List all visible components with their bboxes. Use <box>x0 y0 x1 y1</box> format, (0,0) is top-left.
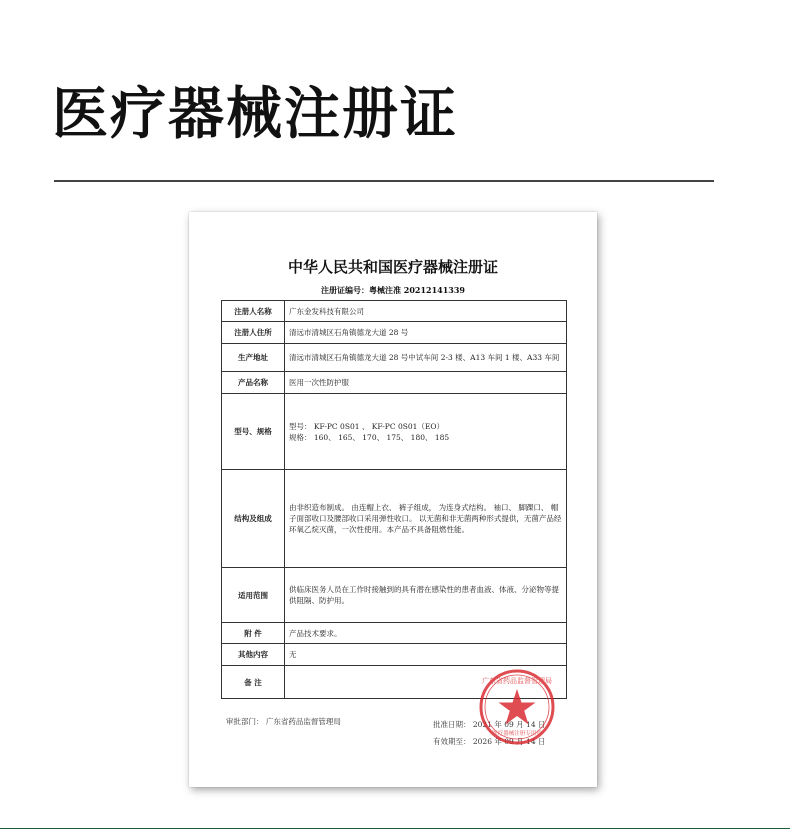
certificate-number-value: 粤械注准 20212141339 <box>368 285 465 295</box>
table-row <box>222 301 567 322</box>
table-row <box>222 394 567 470</box>
page-title: 医疗器械注册证 <box>52 82 458 147</box>
row-label: 适用范围 <box>222 568 285 623</box>
row-label: 备 注 <box>222 666 285 699</box>
table-row <box>222 568 567 623</box>
row-label: 注册人名称 <box>222 301 285 322</box>
table-row <box>222 322 567 344</box>
row-label: 其他内容 <box>222 644 285 666</box>
table-row <box>222 644 567 666</box>
svg-text:医疗器械注册专用章: 医疗器械注册专用章 <box>492 731 542 737</box>
row-value <box>285 394 567 470</box>
table-row <box>222 344 567 372</box>
official-seal-icon <box>477 667 557 747</box>
row-label: 型号、规格 <box>222 394 285 470</box>
row-label: 产品名称 <box>222 372 285 394</box>
table-row <box>222 470 567 568</box>
row-value: 无 <box>285 644 567 666</box>
row-value: 供临床医务人员在工作时接触到的具有潜在感染性的患者血液、体液、分泌物等提供阻隔、防护用。 <box>285 568 567 623</box>
row-label: 附 件 <box>222 623 285 644</box>
row-value: 由非织造布制成。 由连帽上衣、 裤子组成， 为连身式结构。 袖口、 脚踝口、 帽子面部收口及腰部收口采用弹性收口。 以无菌和非无菌两种形式提供，无菌产品经环氧乙烷灭菌，一次性使用。本产品不具备阻燃性能。 <box>285 470 567 568</box>
row-value: 产品技术要求。 <box>285 623 567 644</box>
svg-text:广东省药品监督管理局: 广东省药品监督管理局 <box>482 677 552 685</box>
row-value: 清远市清城区石角镇德龙大道 28 号中试车间 2-3 楼、A13 车间 1 楼、A33 车间 <box>285 344 567 372</box>
registration-table <box>221 300 567 699</box>
row-label: 结构及组成 <box>222 470 285 568</box>
title-divider <box>54 180 714 182</box>
row-value: 清远市清城区石角镇德龙大道 28 号 <box>285 322 567 344</box>
certificate-image <box>189 212 597 787</box>
row-value: 医用一次性防护服 <box>285 372 567 394</box>
certificate-number <box>189 285 597 296</box>
approval-date: 批准日期： 2021 年 09 月 14 日 <box>433 720 546 729</box>
table-row <box>222 623 567 644</box>
model-line: 型号： KF-PC 0S01 、 KF-PC 0S01（EO） <box>289 421 445 431</box>
expiry-date: 有效期至： 2026 年 09 月 14 日 <box>433 737 546 746</box>
spec-line: 规格： 160、 165、 170、 175、 180、 185 <box>289 432 450 442</box>
certificate-number-label: 注册证编号： <box>320 285 369 295</box>
bottom-divider <box>0 828 790 829</box>
row-value: 广东金发科技有限公司 <box>285 301 567 322</box>
certificate-title: 中华人民共和国医疗器械注册证 <box>287 258 498 276</box>
row-label: 生产地址 <box>222 344 285 372</box>
table-row <box>222 372 567 394</box>
row-label: 注册人住所 <box>222 322 285 344</box>
approval-department: 审批部门： 广东省药品监督管理局 <box>226 717 341 726</box>
